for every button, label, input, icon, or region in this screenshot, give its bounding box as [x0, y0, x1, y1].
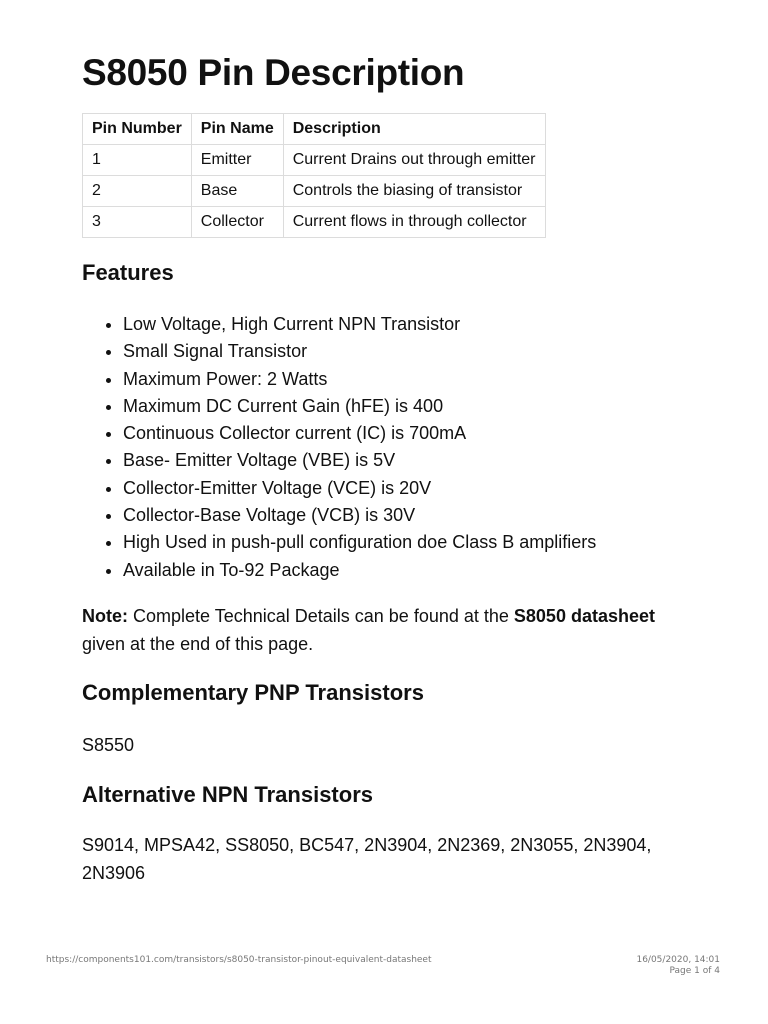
pin-description-table — [82, 113, 546, 238]
list-item: • High Used in push-pull configuration doe Class B amplifiers — [123, 529, 596, 556]
list-item: • Collector-Emitter Voltage (VCE) is 20V — [123, 475, 596, 502]
note-label: Note: — [82, 606, 128, 626]
datasheet-link[interactable]: S8050 datasheet — [513, 606, 655, 626]
pin-name-cell: Base — [191, 176, 283, 207]
list-item: • Maximum Power: 2 Watts — [123, 366, 596, 393]
alternative-heading: Alternative NPN Transistors — [82, 782, 373, 807]
column-header-pin-name: Pin Name — [191, 114, 283, 145]
footer-meta — [636, 955, 720, 977]
list-item: • Low Voltage, High Current NPN Transistor — [123, 311, 596, 338]
pin-name-cell: Emitter — [191, 145, 283, 176]
pin-description-cell: Controls the biasing of transistor — [283, 176, 545, 207]
complementary-heading: Complementary PNP Transistors — [82, 680, 424, 705]
note-text-after: given at the end of this page. — [82, 633, 314, 654]
features-list — [82, 311, 596, 584]
pin-description-cell: Current Drains out through emitter — [283, 145, 545, 176]
column-header-pin-number: Pin Number — [83, 114, 192, 145]
footer-page-number: Page 1 of 4 — [669, 966, 720, 976]
table-row — [83, 176, 546, 207]
complementary-value: S8550 — [82, 735, 135, 755]
pin-number-cell: 3 — [83, 207, 192, 238]
column-header-description: Description — [283, 114, 545, 145]
pin-number-cell: 2 — [83, 176, 192, 207]
footer-datetime: 16/05/2020, 14:01 — [636, 955, 720, 965]
table-header-row — [83, 114, 546, 145]
footer-url: https://components101.com/transistors/s8050-transistor-pinout-equivalent-datasheet — [46, 955, 432, 965]
table-row — [83, 207, 546, 238]
pin-number-cell: 1 — [83, 145, 192, 176]
table-row — [83, 145, 546, 176]
note-text-before: Complete Technical Details can be found at the — [128, 606, 514, 626]
list-item: • Collector-Base Voltage (VCB) is 30V — [123, 502, 596, 529]
alternative-value: S9014, MPSA42, SS8050, BC547, 2N3904, 2N2369, 2N3055, 2N3904, 2N3906 — [82, 835, 652, 883]
list-item: • Base- Emitter Voltage (VBE) is 5V — [123, 447, 596, 474]
list-item: • Maximum DC Current Gain (hFE) is 400 — [123, 393, 596, 420]
list-item: • Continuous Collector current (IC) is 700mA — [123, 420, 596, 447]
page-title: S8050 Pin Description — [82, 52, 465, 93]
list-item: • Small Signal Transistor — [123, 338, 596, 365]
list-item: • Available in To-92 Package — [123, 557, 596, 584]
note-paragraph — [82, 603, 682, 658]
pin-name-cell: Collector — [191, 207, 283, 238]
pin-description-cell: Current flows in through collector — [283, 207, 545, 238]
features-heading: Features — [82, 260, 174, 285]
